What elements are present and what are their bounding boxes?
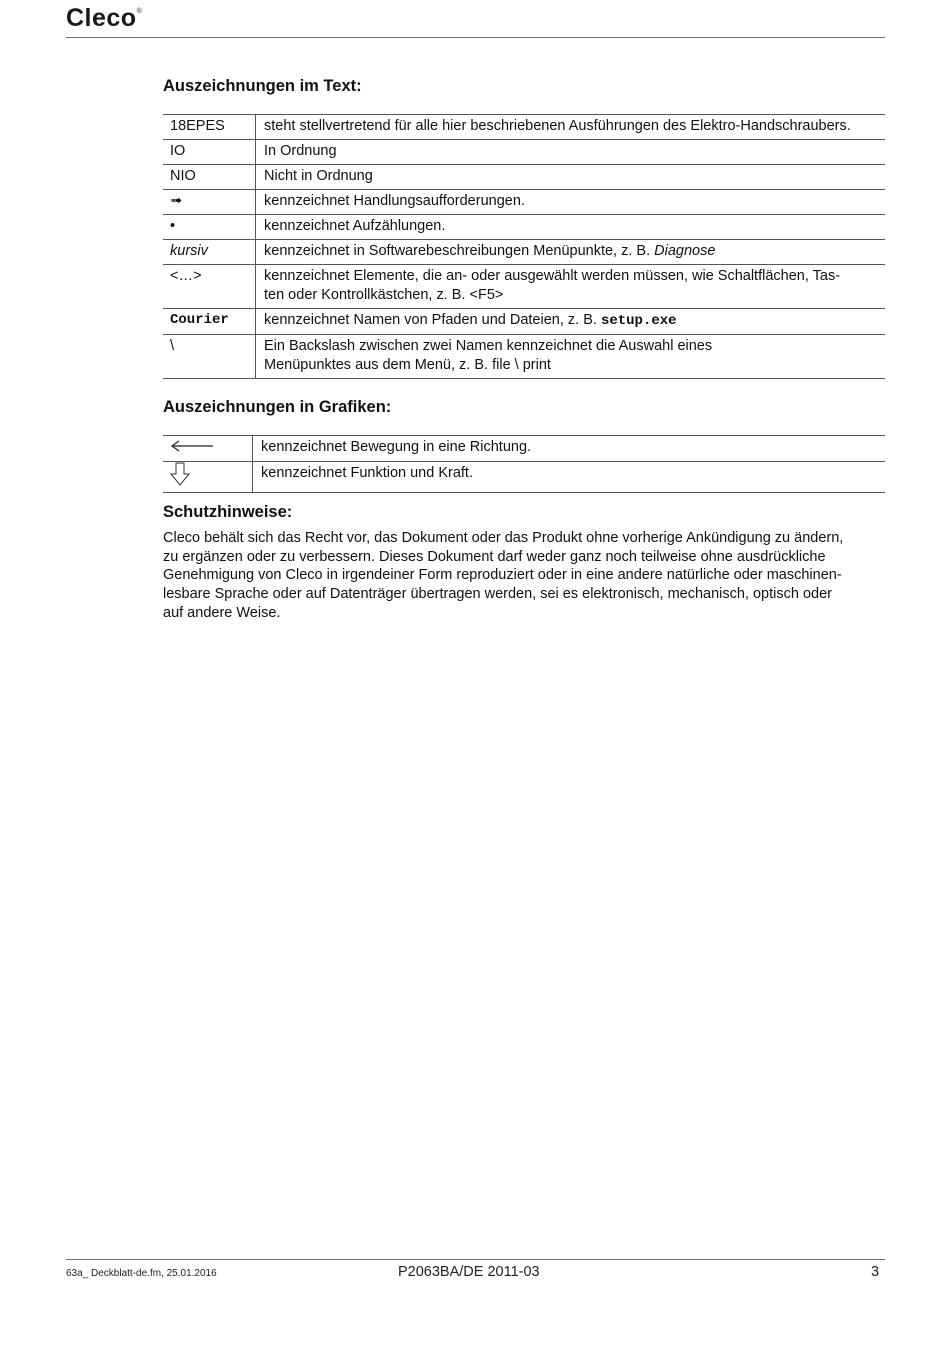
desc-cell: kennzeichnet Bewegung in eine Richtung. — [253, 436, 886, 462]
table-row — [163, 140, 885, 165]
term-cell: NIO — [163, 165, 256, 190]
desc-text: kennzeichnet Elemente, die an- oder ausgewählt werden müssen, wie Schaltflächen, Tas- — [264, 268, 841, 284]
action-arrow-icon: ➟ — [163, 190, 256, 215]
heading-graphics-markup: Auszeichnungen in Grafiken: — [163, 398, 392, 416]
term-cell: kursiv — [163, 240, 256, 265]
paragraph-line: Cleco behält sich das Recht vor, das Dokument oder das Produkt ohne vorherige Ankündigung zu ändern, — [163, 530, 844, 546]
table-row — [163, 240, 885, 265]
desc-cell — [256, 309, 886, 335]
term-cell: \ — [163, 335, 256, 379]
desc-cell — [256, 240, 886, 265]
menu-item-example: Diagnose — [654, 243, 716, 259]
term-cell: <…> — [163, 265, 256, 309]
desc-cell: Nicht in Ordnung — [256, 165, 886, 190]
desc-text: kennzeichnet Namen von Pfaden und Dateien, z. B. — [264, 312, 601, 328]
table-row — [163, 115, 885, 140]
paragraph-line: lesbare Sprache oder auf Datenträger übertragen werden, sei es elektronisch, mechanisch, optisch oder — [163, 586, 832, 603]
paragraph-line: Genehmigung von Cleco in irgendeiner Form reproduziert oder in eine andere natürliche oder maschinen- — [163, 567, 842, 584]
term-cell: 18EPES — [163, 115, 256, 140]
logo-text: Cleco — [66, 4, 137, 32]
protection-paragraph — [163, 529, 885, 623]
desc-cell: kennzeichnet Aufzählungen. — [256, 215, 886, 240]
down-hollow-arrow-icon — [169, 462, 191, 486]
table-row — [163, 436, 885, 462]
table-row — [163, 462, 885, 493]
table-row — [163, 190, 885, 215]
term-cell: IO — [163, 140, 256, 165]
paragraph-line: auf andere Weise. — [163, 604, 281, 621]
footer-rule — [66, 1259, 885, 1260]
table-row — [163, 335, 885, 379]
desc-text: Ein Backslash zwischen zwei Namen kennzeichnet die Auswahl eines — [264, 338, 713, 354]
desc-cell — [256, 265, 886, 309]
desc-text-line2: ten oder Kontrollkästchen, z. B. <F5> — [264, 287, 504, 303]
heading-text-markup: Auszeichnungen im Text: — [163, 77, 362, 95]
bullet-icon: • — [163, 215, 256, 240]
icon-cell — [163, 462, 253, 493]
desc-cell: kennzeichnet Handlungsaufforderungen. — [256, 190, 886, 215]
term-cell: Courier — [163, 309, 256, 335]
table-row — [163, 309, 885, 335]
table-row — [163, 215, 885, 240]
desc-cell: kennzeichnet Funktion und Kraft. — [253, 462, 886, 493]
text-markup-table — [163, 114, 885, 379]
logo-registered-mark: ® — [136, 7, 143, 15]
left-arrow-icon — [169, 438, 215, 454]
desc-text-line2: Menüpunktes aus dem Menü, z. B. file \ print — [264, 357, 551, 373]
footer-doc-id: P2063BA/DE 2011-03 — [398, 1264, 540, 1280]
footer-filename: 63a_ Deckblatt-de.fm, 25.01.2016 — [66, 1268, 217, 1279]
icon-cell — [163, 436, 253, 462]
table-row — [163, 265, 885, 309]
filename-example: setup.exe — [600, 313, 677, 329]
table-row — [163, 165, 885, 190]
heading-protection: Schutzhinweise: — [163, 503, 293, 521]
desc-cell: In Ordnung — [256, 140, 886, 165]
paragraph-line: zu ergänzen oder zu verbessern. Dieses Dokument darf weder ganz noch teilweise ohne ausdrückliche — [163, 548, 826, 565]
desc-cell — [256, 335, 886, 379]
header-rule — [66, 37, 885, 38]
desc-text: kennzeichnet in Softwarebeschreibungen Menüpunkte, z. B. — [264, 243, 655, 259]
graphics-markup-table — [163, 435, 885, 493]
cleco-logo — [66, 4, 142, 33]
page-number: 3 — [871, 1264, 880, 1280]
desc-cell: steht stellvertretend für alle hier beschriebenen Ausführungen des Elektro-Handschraubers. — [256, 115, 886, 140]
